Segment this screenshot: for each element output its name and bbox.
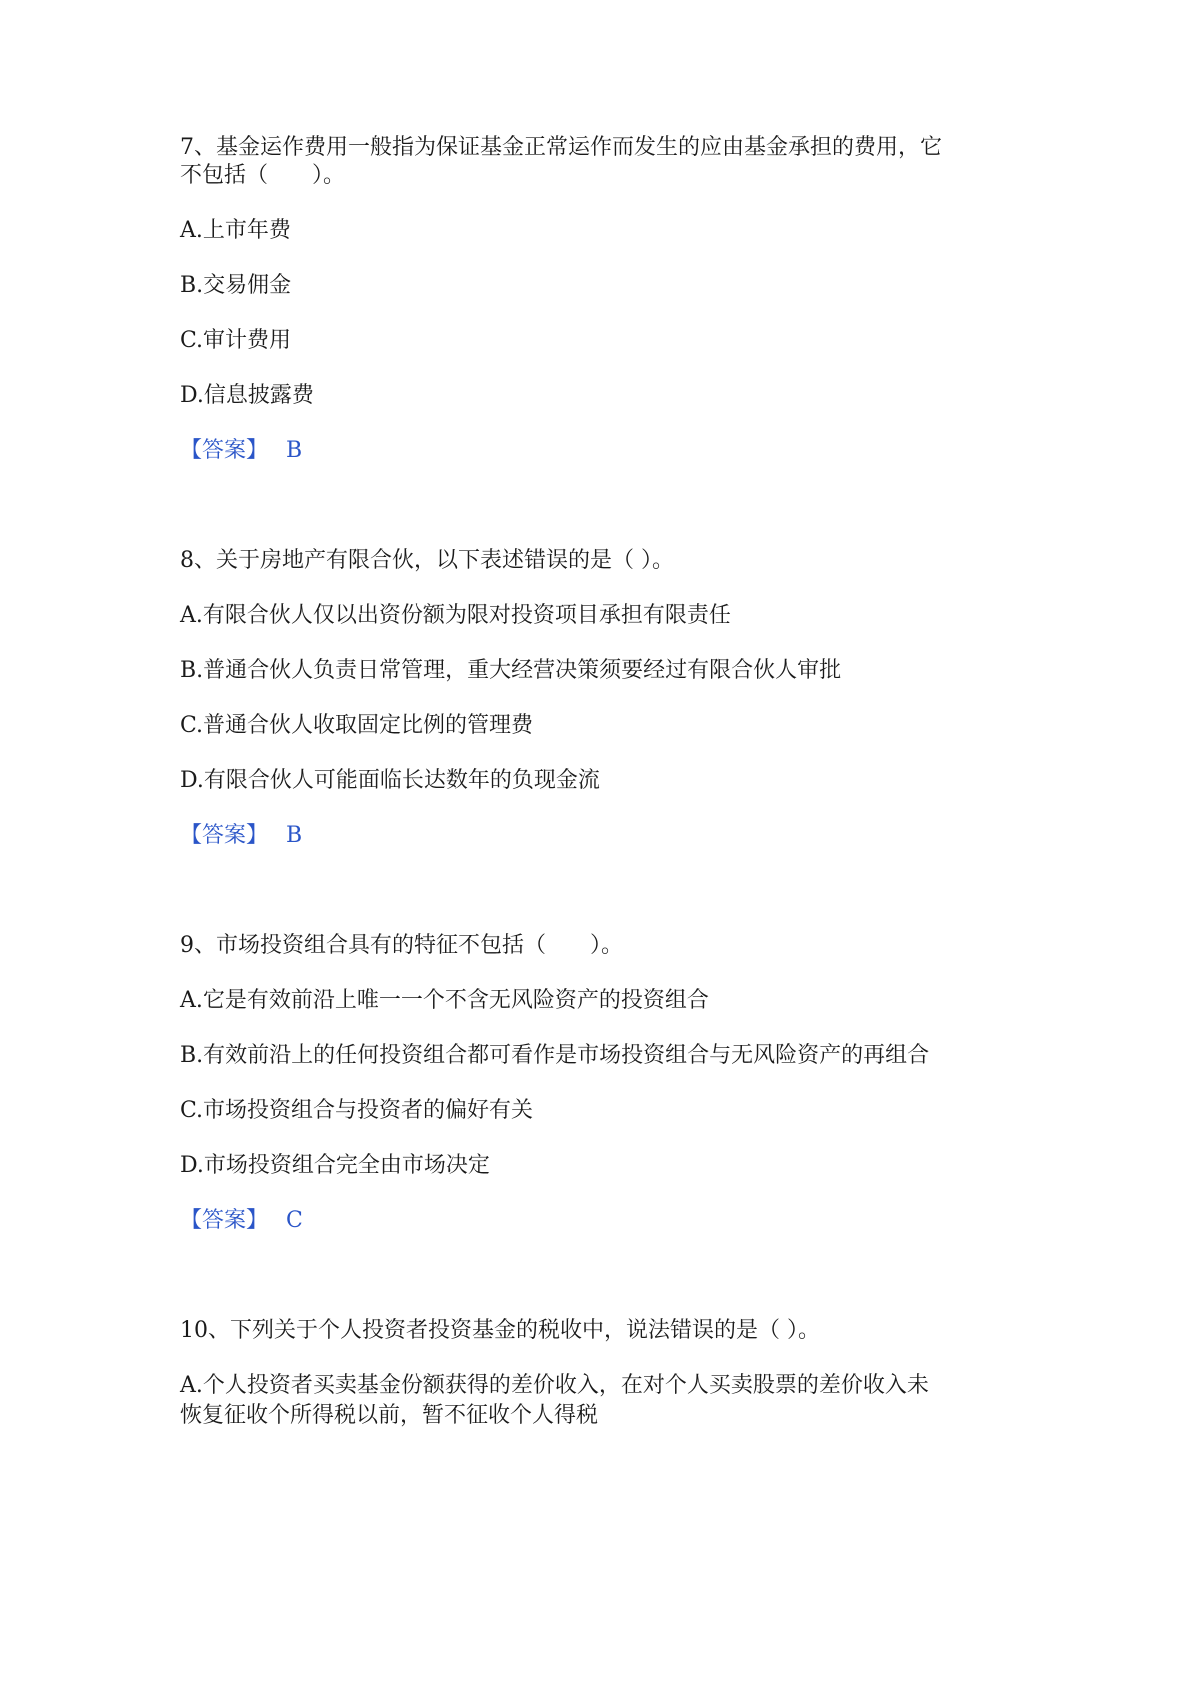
option-d: D.信息披露费 bbox=[180, 383, 314, 408]
question-stem: 7、基金运作费用一般指为保证基金正常运作而发生的应由基金承担的费用，它 bbox=[180, 135, 942, 160]
option-a: A.个人投资者买卖基金份额获得的差价收入，在对个人买卖股票的差价收入未 bbox=[180, 1373, 929, 1398]
answer-value: B bbox=[286, 823, 303, 848]
question-stem: 不包括（ ）。 bbox=[180, 163, 346, 188]
answer-label: 【答案】 bbox=[180, 438, 269, 463]
option-b: B.交易佣金 bbox=[180, 273, 292, 298]
option-b: B.有效前沿上的任何投资组合都可看作是市场投资组合与无风险资产的再组合 bbox=[180, 1043, 930, 1068]
answer-label: 【答案】 bbox=[180, 1208, 269, 1233]
option-c: C.审计费用 bbox=[180, 328, 292, 353]
answer bbox=[180, 818, 302, 854]
option-a-continued: 恢复征收个所得税以前，暂不征收个人得税 bbox=[180, 1403, 599, 1428]
answer bbox=[180, 433, 302, 469]
option-b: B.普通合伙人负责日常管理，重大经营决策须要经过有限合伙人审批 bbox=[180, 658, 842, 683]
option-a: A.有限合伙人仅以出资份额为限对投资项目承担有限责任 bbox=[180, 603, 731, 628]
option-c: C.市场投资组合与投资者的偏好有关 bbox=[180, 1098, 534, 1123]
option-d: D.有限合伙人可能面临长达数年的负现金流 bbox=[180, 768, 600, 793]
answer bbox=[180, 1203, 303, 1239]
option-c: C.普通合伙人收取固定比例的管理费 bbox=[180, 713, 534, 738]
answer-value: B bbox=[286, 438, 303, 463]
option-a: A.上市年费 bbox=[180, 218, 291, 243]
answer-label: 【答案】 bbox=[180, 823, 269, 848]
answer-value: C bbox=[286, 1208, 303, 1233]
option-d: D.市场投资组合完全由市场决定 bbox=[180, 1153, 490, 1178]
question-stem: 8、关于房地产有限合伙，以下表述错误的是（ ）。 bbox=[180, 548, 674, 573]
question-stem: 9、市场投资组合具有的特征不包括（ ）。 bbox=[180, 933, 623, 958]
question-stem: 10、下列关于个人投资者投资基金的税收中，说法错误的是（ ）。 bbox=[180, 1318, 820, 1343]
option-a: A.它是有效前沿上唯一一个不含无风险资产的投资组合 bbox=[180, 988, 709, 1013]
